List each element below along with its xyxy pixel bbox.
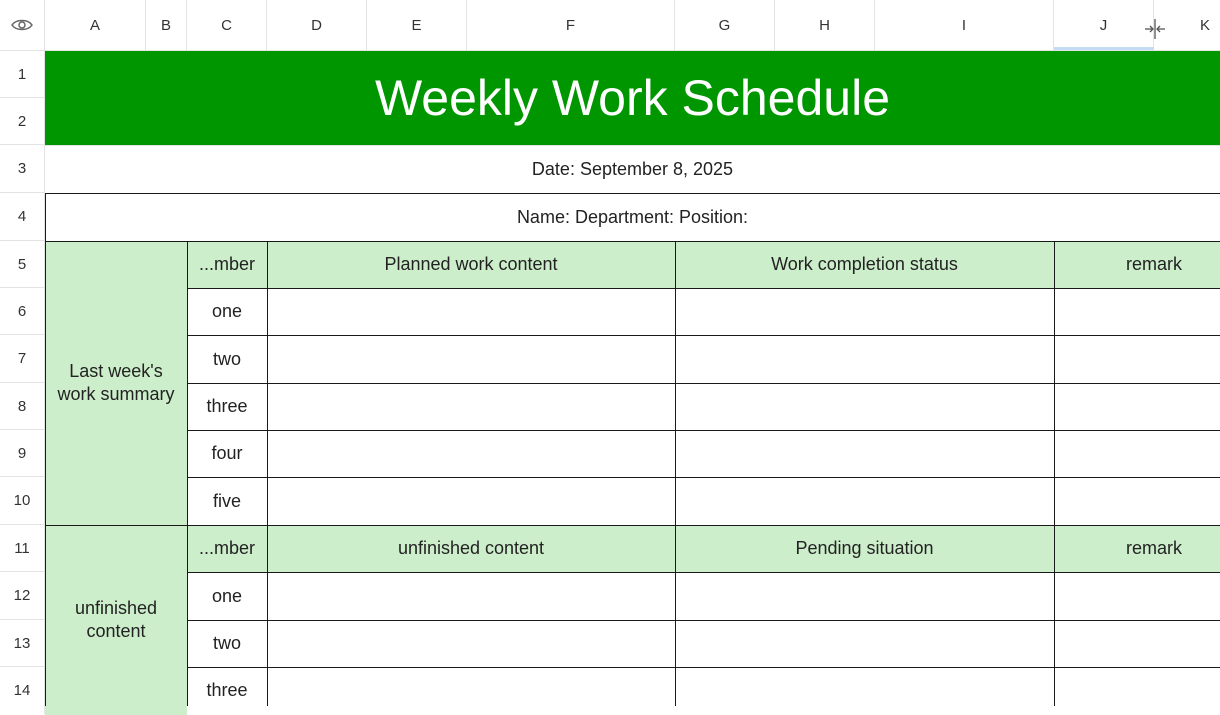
row-header-11[interactable]: 11 bbox=[0, 525, 45, 572]
row-header-6[interactable]: 6 bbox=[0, 288, 45, 335]
border-line bbox=[187, 667, 1220, 668]
row-header-13[interactable]: 13 bbox=[0, 620, 45, 667]
row-header-8[interactable]: 8 bbox=[0, 383, 45, 430]
column-header-c[interactable]: C bbox=[187, 0, 267, 51]
border-line bbox=[187, 335, 1220, 336]
gridline bbox=[45, 145, 1220, 146]
section-label-unfinished[interactable]: unfinished content bbox=[45, 525, 187, 715]
border-line bbox=[267, 241, 268, 706]
border-line bbox=[187, 620, 1220, 621]
border-line bbox=[187, 477, 1220, 478]
column-header-i[interactable]: I bbox=[875, 0, 1054, 51]
eye-icon[interactable] bbox=[11, 18, 33, 32]
row-header-10[interactable]: 10 bbox=[0, 477, 45, 525]
row-header-7[interactable]: 7 bbox=[0, 335, 45, 383]
row-header-14[interactable]: 14 bbox=[0, 667, 45, 714]
header-number[interactable]: ...mber bbox=[187, 525, 267, 572]
row-header-9[interactable]: 9 bbox=[0, 430, 45, 477]
column-resize-handle[interactable] bbox=[1143, 17, 1167, 41]
border-line bbox=[187, 383, 1220, 384]
sheet-title[interactable]: Weekly Work Schedule bbox=[45, 51, 1220, 145]
header-pending-situation[interactable]: Pending situation bbox=[675, 525, 1054, 572]
row-header-3[interactable]: 3 bbox=[0, 145, 45, 193]
row-number-cell[interactable]: five bbox=[212, 490, 241, 511]
column-header-d[interactable]: D bbox=[267, 0, 367, 51]
border-line bbox=[45, 193, 46, 706]
header-number[interactable]: ...mber bbox=[187, 241, 267, 288]
row-number-cell[interactable]: two bbox=[212, 348, 241, 369]
column-header-f[interactable]: F bbox=[467, 0, 675, 51]
column-header-h[interactable]: H bbox=[775, 0, 875, 51]
border-line bbox=[187, 241, 188, 706]
row-number-cell[interactable]: four bbox=[211, 443, 243, 463]
column-header-e[interactable]: E bbox=[367, 0, 467, 51]
row-header-1[interactable]: 1 bbox=[0, 51, 45, 98]
row-header-4[interactable]: 4 bbox=[0, 193, 45, 241]
border-line bbox=[187, 572, 1220, 573]
header-remark[interactable]: remark bbox=[1054, 241, 1220, 288]
column-header-a[interactable]: A bbox=[45, 0, 146, 51]
row-number-cell[interactable]: one bbox=[211, 585, 243, 606]
border-line bbox=[675, 241, 676, 706]
row-header-12[interactable]: 12 bbox=[0, 572, 45, 620]
border-line bbox=[45, 241, 1220, 242]
row-number-cell[interactable]: three bbox=[206, 396, 248, 416]
section-label-last-week[interactable]: Last week's work summary bbox=[45, 241, 187, 525]
border-line bbox=[1054, 241, 1055, 706]
column-header-b[interactable]: B bbox=[146, 0, 187, 51]
date-cell[interactable]: Date: September 8, 2025 bbox=[531, 158, 734, 179]
row-header-5[interactable]: 5 bbox=[0, 241, 45, 288]
header-remark[interactable]: remark bbox=[1054, 525, 1220, 572]
header-planned-work-content[interactable]: Planned work content bbox=[267, 241, 675, 288]
row-number-cell[interactable]: three bbox=[206, 680, 248, 700]
name-department-position-cell[interactable]: Name: Department: Position: bbox=[516, 206, 749, 227]
border-line bbox=[187, 430, 1220, 431]
border-line bbox=[45, 193, 1220, 194]
column-header-k[interactable]: K bbox=[1154, 0, 1220, 51]
header-unfinished-content[interactable]: unfinished content bbox=[267, 525, 675, 572]
row-number-cell[interactable]: one bbox=[211, 301, 243, 321]
column-header-j[interactable]: J bbox=[1054, 0, 1154, 51]
column-selection-indicator bbox=[1054, 47, 1154, 50]
border-line bbox=[187, 288, 1220, 289]
header-work-completion-status[interactable]: Work completion status bbox=[675, 241, 1054, 288]
row-number-cell[interactable]: two bbox=[212, 633, 241, 653]
select-all-corner[interactable] bbox=[0, 0, 45, 51]
row-header-2[interactable]: 2 bbox=[0, 98, 45, 145]
column-resize-icon[interactable] bbox=[1143, 17, 1167, 41]
border-line bbox=[45, 525, 1220, 526]
column-header-g[interactable]: G bbox=[675, 0, 775, 51]
